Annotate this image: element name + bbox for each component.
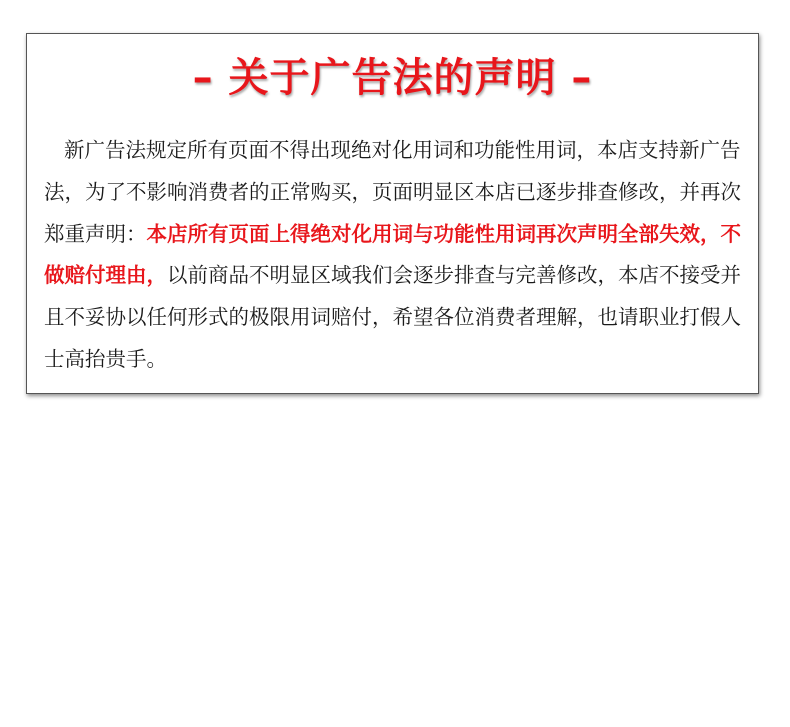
notice-body-closing: 以前商品不明显区域我们会逐步排查与完善修改，本店不接受并且不妥协以任何形式的极限用词赔付，希望各位消费者理解，也请职业打假人士高抬贵手。	[44, 263, 741, 371]
notice-title: – 关于广告法的声明 –	[192, 55, 593, 101]
notice-body	[44, 130, 749, 381]
ad-law-notice-box	[26, 33, 759, 394]
notice-body-intro: 新广告法规定所有页面不得出现绝对化用词和功能性用词，本店支持新广告法，为了不影响消费者的正常购买，页面明显区本店已逐步排查修改，并再次郑重声明：	[44, 138, 741, 246]
notice-body-emphasis: 本店所有页面上得绝对化用词与功能性用词再次声明全部失效，不做赔付理由，	[44, 221, 741, 288]
